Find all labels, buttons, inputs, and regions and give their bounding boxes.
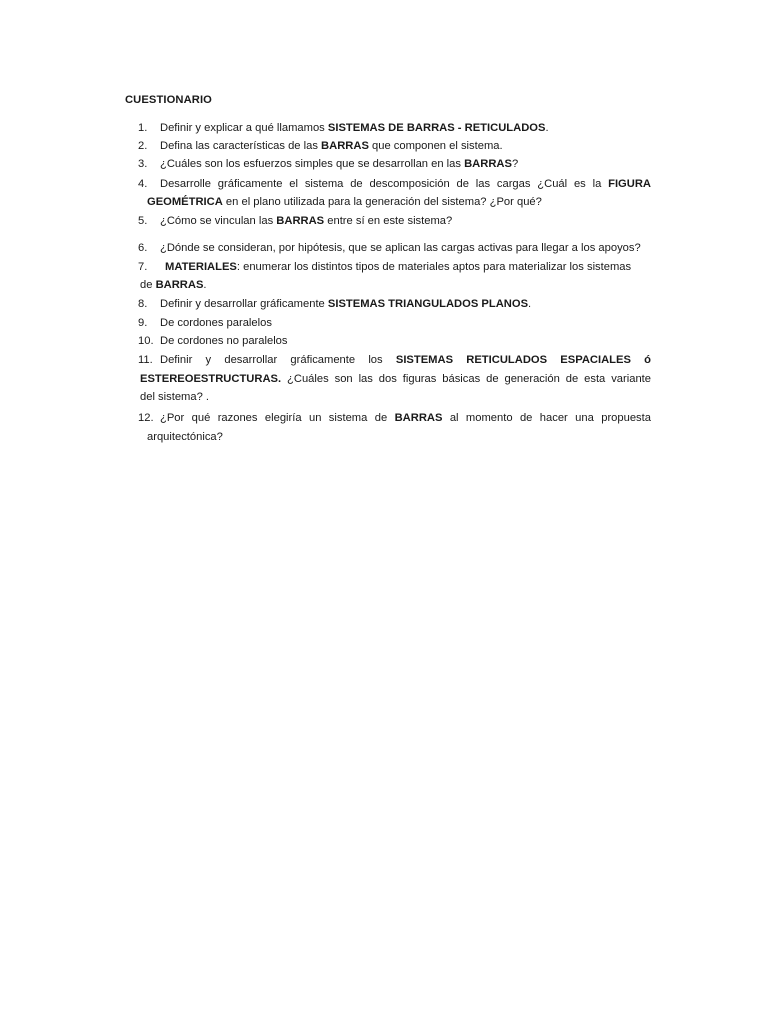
question-text: ¿Cuáles son los esfuerzos simples que se desarrollan en las BARRAS? [160, 158, 519, 170]
question-number: 3. [138, 158, 148, 170]
question-text-line-3: del sistema? . [140, 391, 210, 403]
question-text-line-2: arquitectónica? [147, 431, 223, 443]
question-number: 7. [138, 261, 148, 273]
question-number: 11. [138, 354, 153, 366]
question-text-line-1: ¿Por qué razones elegiría un sistema de BARRAS al momento de hacer una propuesta [160, 412, 651, 424]
question-text-line-2: GEOMÉTRICA en el plano utilizada para la generación del sistema? ¿Por qué? [147, 196, 542, 208]
question-text: ¿Dónde se consideran, por hipótesis, que se aplican las cargas activas para llegar a los apoyos? [160, 242, 641, 254]
question-text-line-2: ESTEREOESTRUCTURAS. ¿Cuáles son las dos figuras básicas de generación de esta variante [140, 373, 651, 385]
question-number: 5. [138, 215, 148, 227]
question-text: De cordones no paralelos [160, 335, 288, 347]
question-number: 4. [138, 178, 148, 190]
question-number: 1. [138, 122, 148, 134]
question-text-line-1: Definir y desarrollar gráficamente los SISTEMAS RETICULADOS ESPACIALES ó [160, 354, 651, 366]
question-text-line-1: Desarrolle gráficamente el sistema de descomposición de las cargas ¿Cuál es la FIGURA [160, 178, 651, 190]
question-text: Definir y desarrollar gráficamente SISTEMAS TRIANGULADOS PLANOS. [160, 298, 532, 310]
question-text-line-1: MATERIALES: enumerar los distintos tipos de materiales aptos para materializar los sistemas [165, 261, 632, 273]
question-text: ¿Cómo se vinculan las BARRAS entre sí en este sistema? [160, 215, 453, 227]
question-number: 6. [138, 242, 148, 254]
page-title: CUESTIONARIO [125, 94, 212, 106]
question-text-line-2: de BARRAS. [140, 279, 207, 291]
question-number: 9. [138, 317, 148, 329]
question-text: De cordones paralelos [160, 317, 272, 329]
question-number: 2. [138, 140, 148, 152]
question-number: 12. [138, 412, 154, 424]
question-text: Defina las características de las BARRAS que componen el sistema. [160, 140, 503, 152]
question-text: Definir y explicar a qué llamamos SISTEMAS DE BARRAS - RETICULADOS. [160, 122, 549, 134]
question-number: 8. [138, 298, 148, 310]
question-number: 10. [138, 335, 154, 347]
